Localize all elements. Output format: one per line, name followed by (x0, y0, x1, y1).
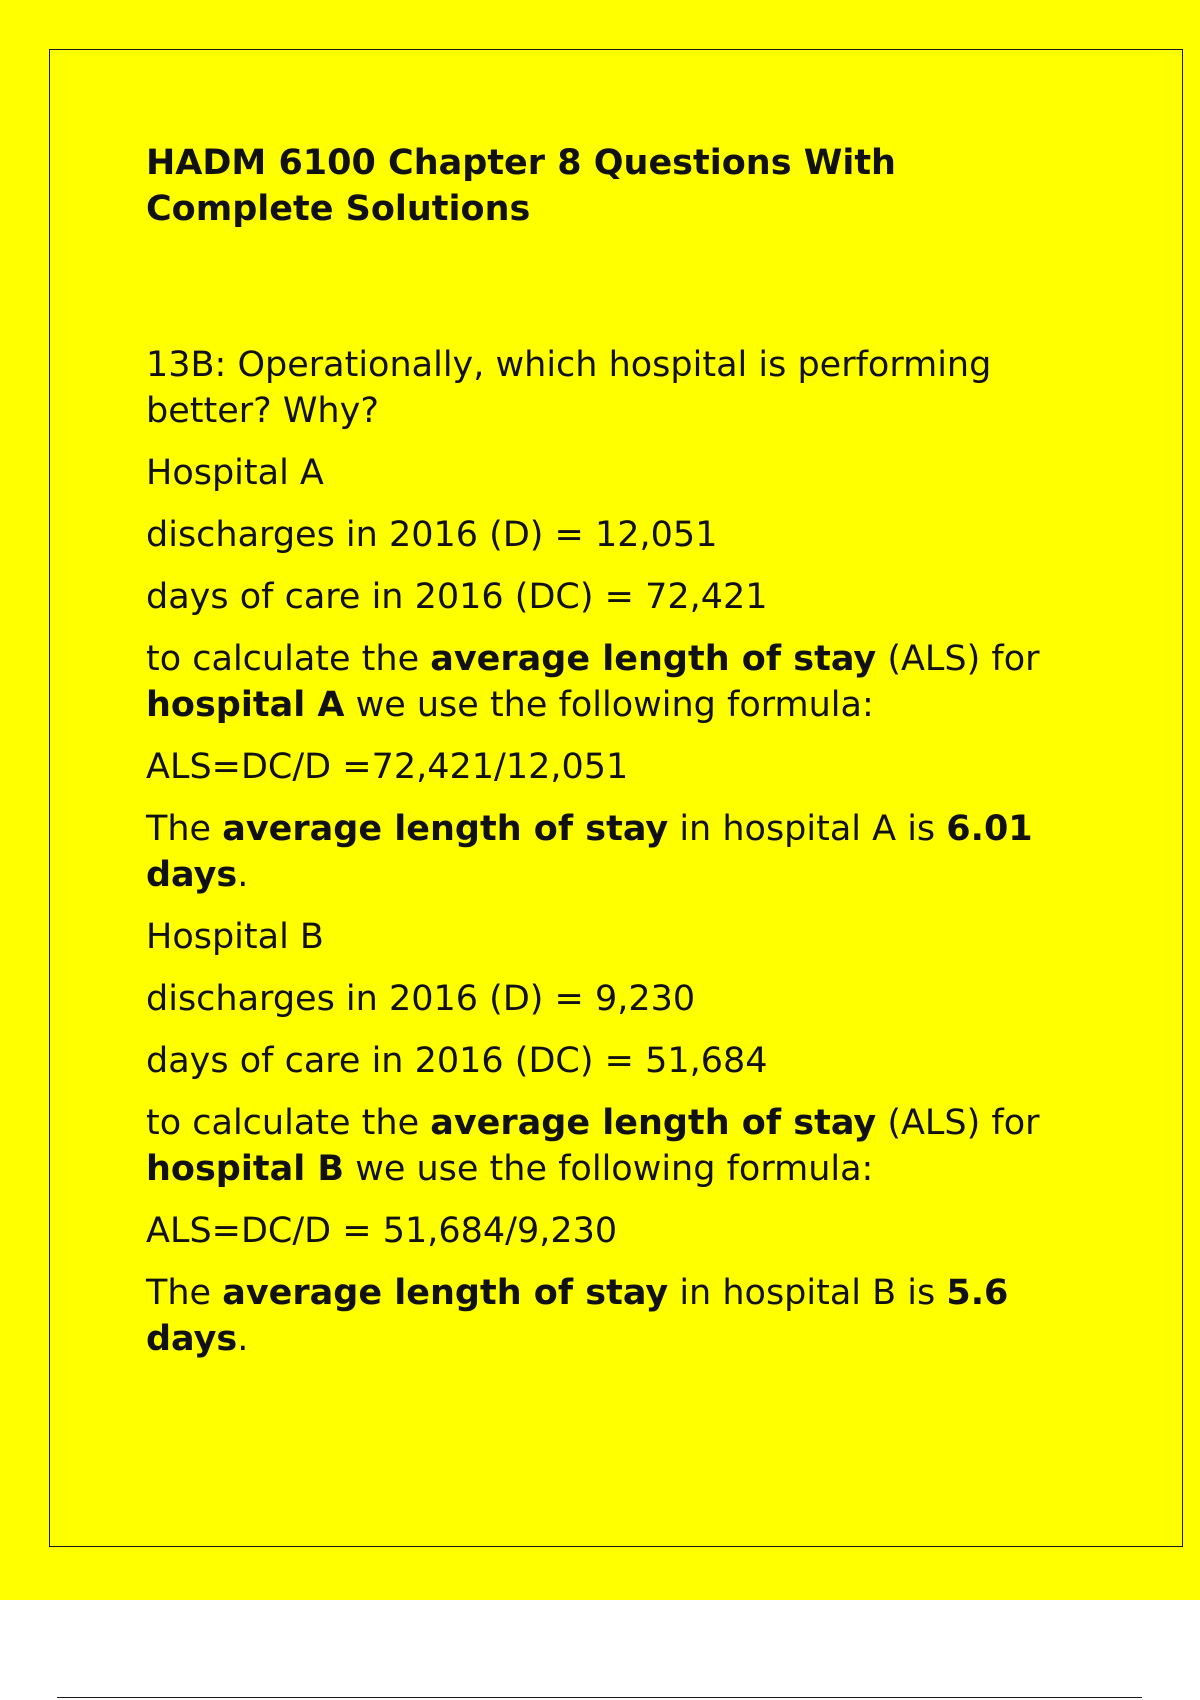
document-title: HADM 6100 Chapter 8 Questions With Complete Solutions (146, 143, 896, 229)
hospital-a-formula-intro (146, 636, 1086, 728)
text-run: (ALS) for (876, 1103, 1040, 1143)
footer-divider (57, 1697, 1142, 1698)
document-content (146, 140, 1086, 1362)
hospital-a-heading: Hospital A (146, 453, 324, 493)
text-run: we use the following formula: (344, 685, 874, 725)
hospital-a-formula: ALS=DC/D =72,421/12,051 (146, 747, 629, 787)
bold-term: hospital A (146, 685, 345, 725)
text-run: . (237, 1319, 249, 1359)
hospital-b-heading: Hospital B (146, 917, 324, 957)
bold-term: average length of stay (430, 1103, 877, 1143)
bold-value: 5.6 days (146, 1273, 1009, 1359)
text-run: to calculate the (146, 1103, 431, 1143)
bold-value: 6.01 days (146, 809, 1033, 895)
hospital-b-result (146, 1270, 1086, 1362)
bold-term: average length of stay (222, 1273, 669, 1313)
text-run: to calculate the (146, 639, 431, 679)
hospital-b-formula-intro (146, 1100, 1086, 1192)
hospital-b-days-of-care: days of care in 2016 (DC) = 51,684 (146, 1041, 768, 1081)
text-run: in hospital A is (668, 809, 947, 849)
bold-term: average length of stay (430, 639, 877, 679)
bold-term: average length of stay (222, 809, 669, 849)
text-run: The (146, 809, 223, 849)
hospital-a-result (146, 806, 1086, 898)
hospital-a-days-of-care: days of care in 2016 (DC) = 72,421 (146, 577, 768, 617)
hospital-b-formula: ALS=DC/D = 51,684/9,230 (146, 1211, 618, 1251)
text-run: The (146, 1273, 223, 1313)
bold-term: hospital B (146, 1149, 345, 1189)
text-run: we use the following formula: (344, 1149, 874, 1189)
text-run: (ALS) for (876, 639, 1040, 679)
hospital-a-discharges: discharges in 2016 (D) = 12,051 (146, 515, 718, 555)
question-text: 13B: Operationally, which hospital is performing better? Why? (146, 345, 992, 431)
hospital-b-discharges: discharges in 2016 (D) = 9,230 (146, 979, 696, 1019)
text-run: . (237, 855, 249, 895)
text-run: in hospital B is (668, 1273, 947, 1313)
